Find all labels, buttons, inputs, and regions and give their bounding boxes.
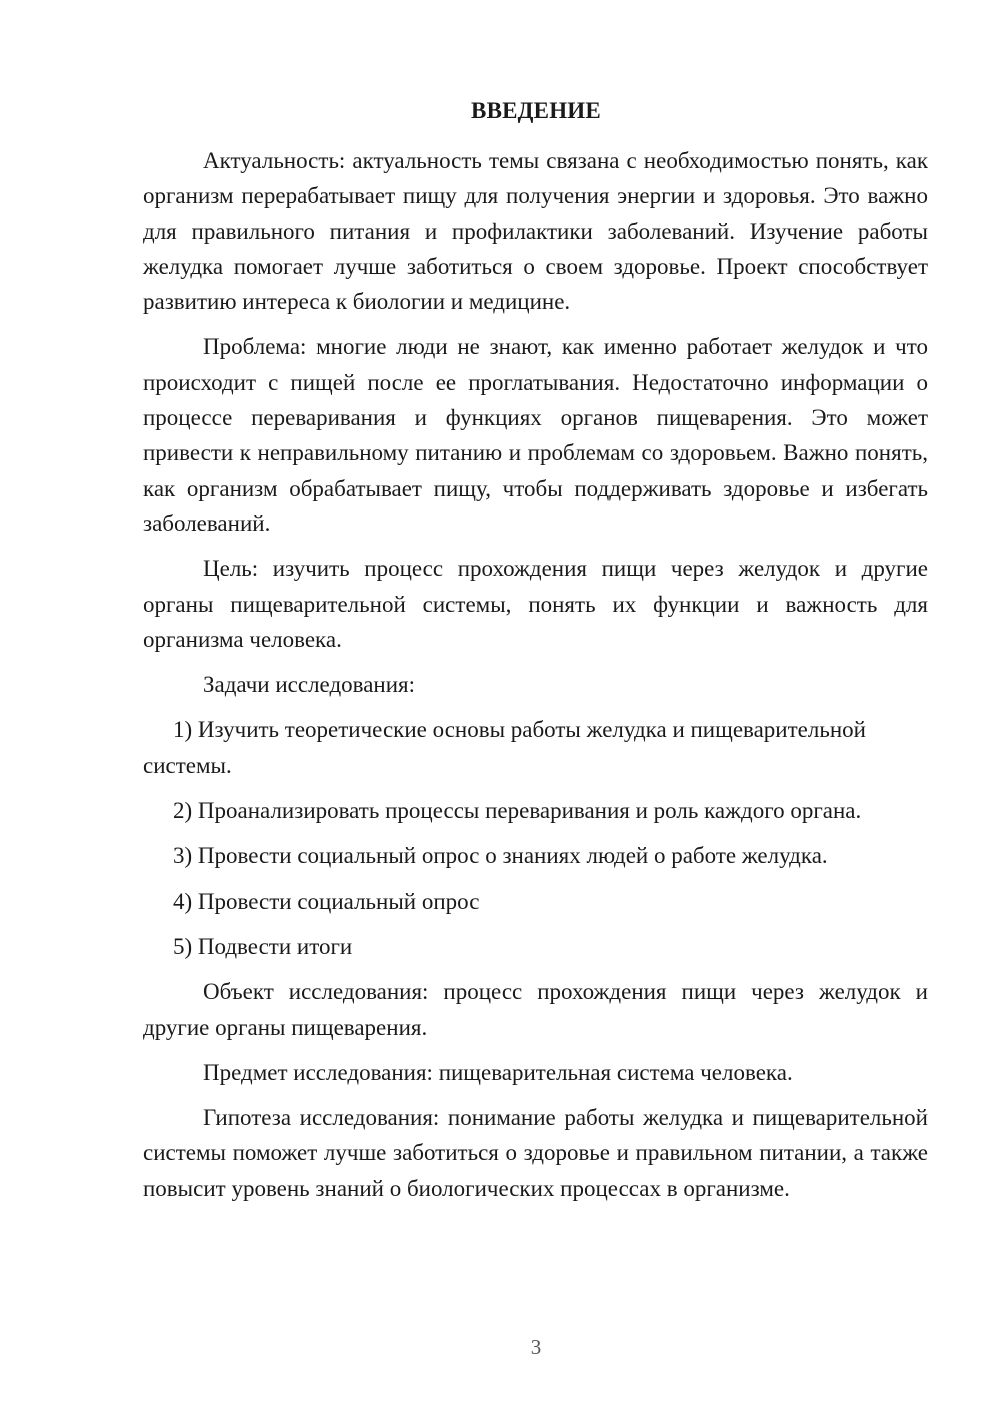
task-item: 2) Проанализировать процессы переваривания и роль каждого органа. <box>173 798 862 824</box>
paragraph-hypothesis: Гипотеза исследования: понимание работы желудка и пищеварительной системы поможет лучше заботиться о здоровье и правильном питании, а также повысит уровень знаний о биологических процессах в организме. <box>143 1105 928 1201</box>
page-title: ВВЕДЕНИЕ <box>471 98 601 123</box>
paragraph-goal: Цель: изучить процесс прохождения пищи через желудок и другие органы пищеварительной системы, понять их функции и важность для организма человека. <box>143 556 928 652</box>
tasks-heading: Задачи исследования: <box>203 672 416 698</box>
document-body <box>143 143 928 1216</box>
paragraph-subject: Предмет исследования: пищеварительная система человека. <box>203 1059 793 1085</box>
task-item: 4) Провести социальный опрос <box>173 888 480 914</box>
task-item: 5) Подвести итоги <box>173 933 353 959</box>
page-number: 3 <box>530 1335 542 1359</box>
paragraph-object: Объект исследования: процесс прохождения пищи через желудок и другие органы пищеварения. <box>143 979 928 1040</box>
paragraph-problem: Проблема: многие люди не знают, как именно работает желудок и что происходит с пищей после ее проглатывания. Недостаточно информации о процессе переваривания и функциях органов пищеварения. Это может привести к неправильному питанию и проблемам со здоровьем. Важно понять, как организм обрабатывает пищу, чтобы поддерживать здоровье и избегать заболеваний. <box>143 334 928 536</box>
tasks-list <box>143 712 928 964</box>
paragraph-relevance: Актуальность: актуальность темы связана с необходимостью понять, как организм перерабатывает пищу для получения энергии и здоровья. Это важно для правильного питания и профилактики заболеваний. Изучение работы желудка помогает лучше заботиться о своем здоровье. Проект способствует развитию интереса к биологии и медицине. <box>143 148 928 315</box>
task-item: 1) Изучить теоретические основы работы желудка и пищеварительной системы. <box>143 717 866 778</box>
task-item: 3) Провести социальный опрос о знаниях людей о работе желудка. <box>173 843 828 869</box>
